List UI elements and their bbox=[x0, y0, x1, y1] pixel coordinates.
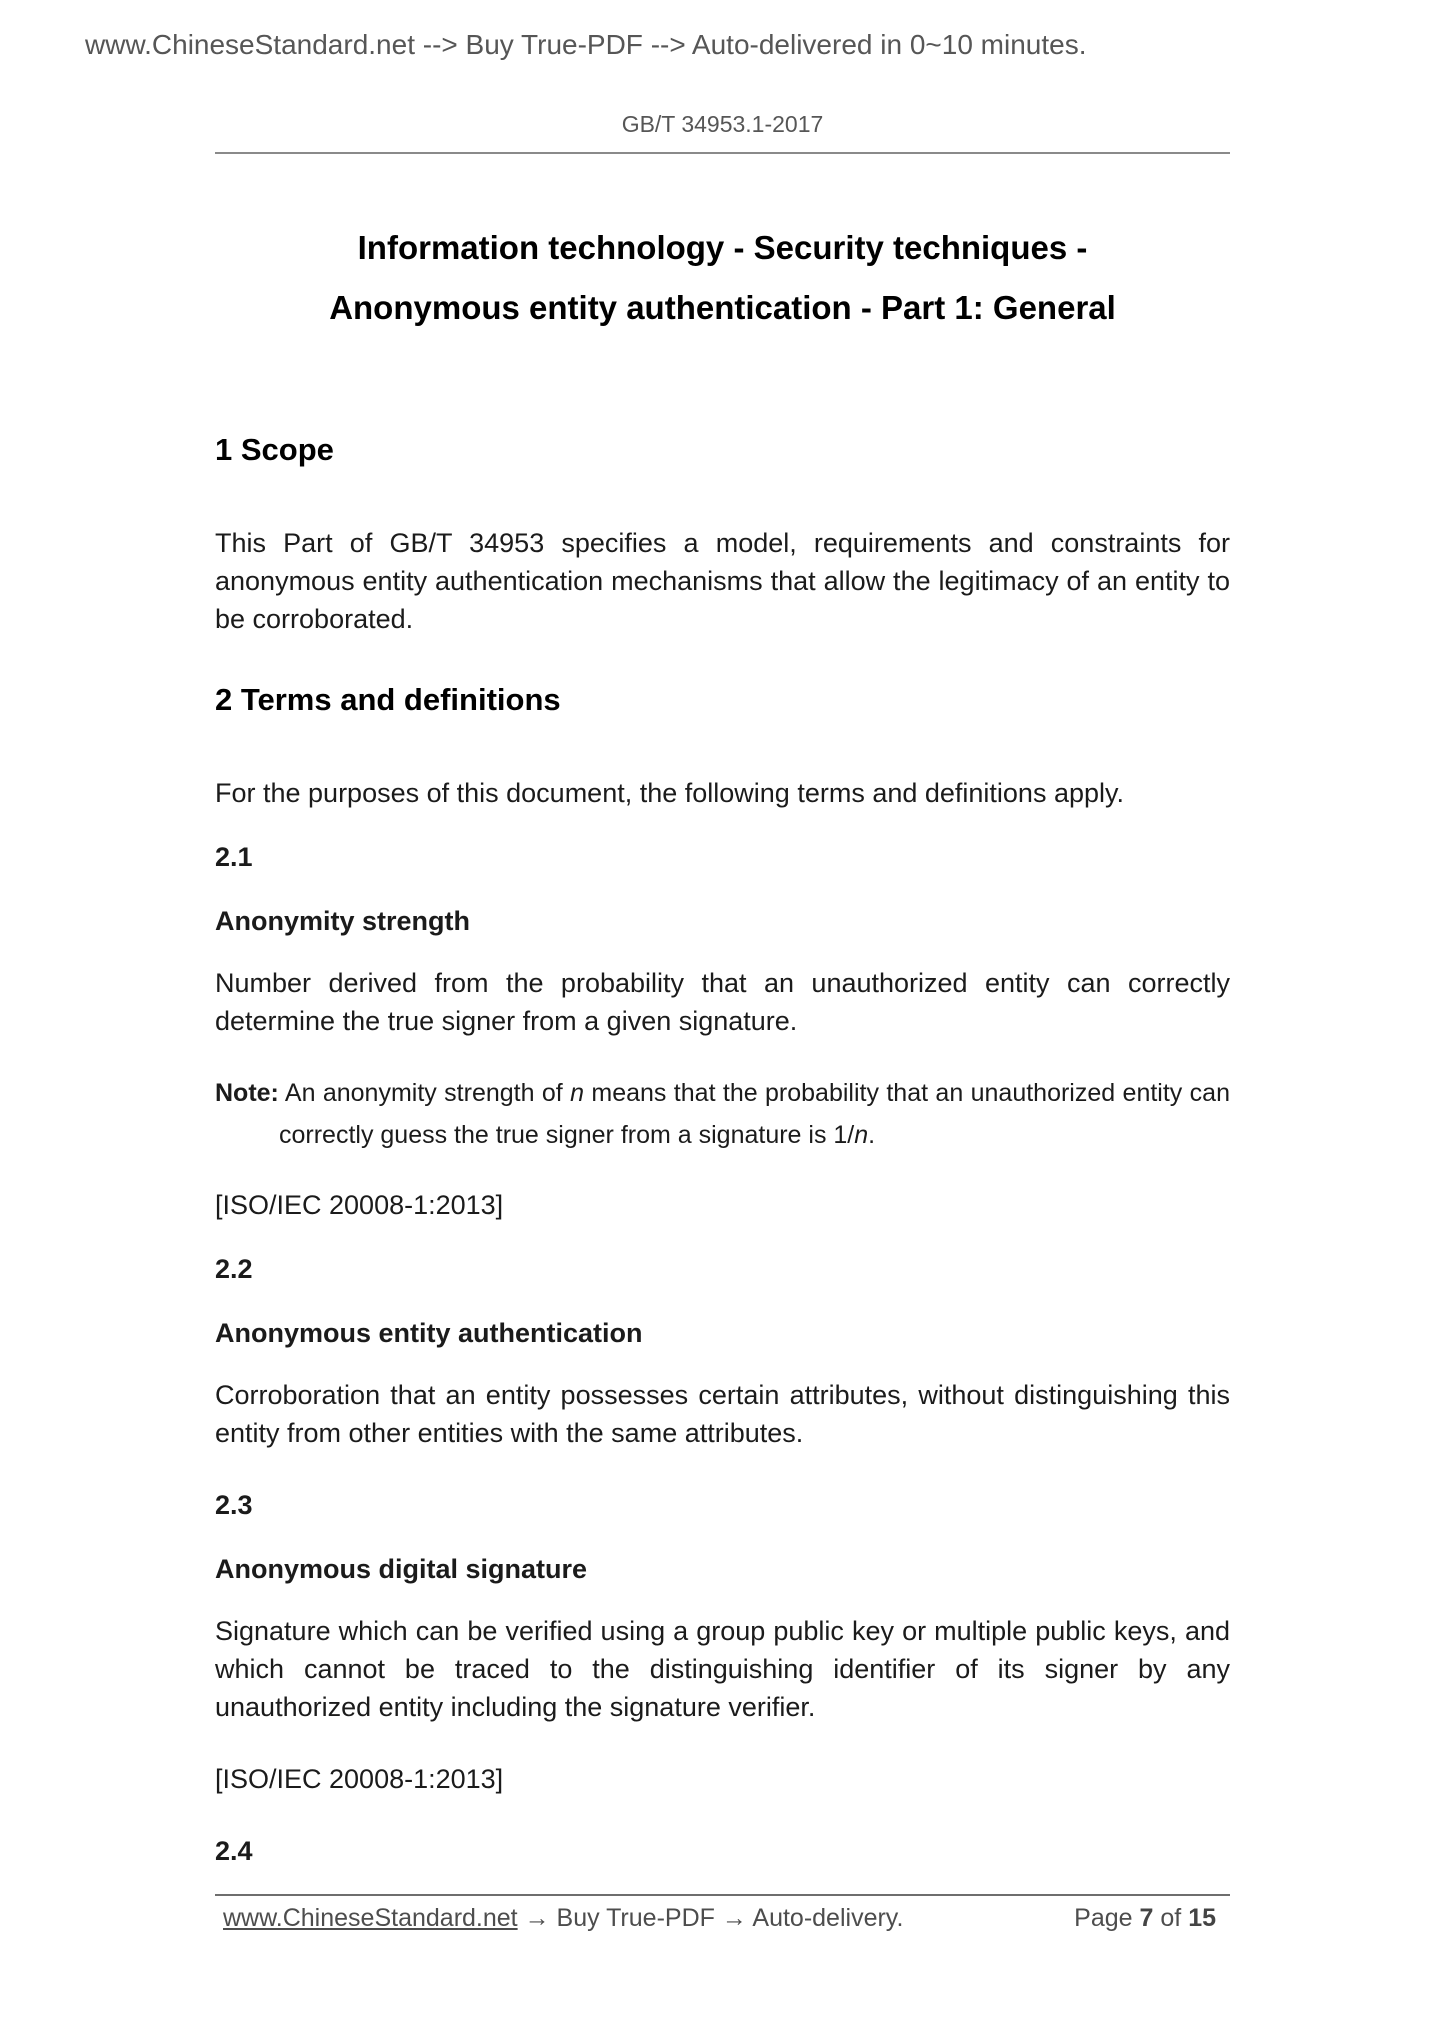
note-variable-n-1: n bbox=[570, 1079, 585, 1107]
term-definition-2-3: Signature which can be verified using a group public key or multiple public keys, and which cannot be traced to the distinguishing identifier of its signer by any unauthorized entity including the signature verifier. bbox=[215, 1616, 1230, 1722]
scope-paragraph: This Part of GB/T 34953 specifies a model, requirements and constraints for anonymous entity authentication mechanisms that allow the legitimacy of an entity to be corroborated. bbox=[215, 528, 1230, 634]
term-note-2-1 bbox=[215, 1072, 1230, 1156]
term-number-2-1: 2.1 bbox=[215, 842, 253, 872]
page-current: 7 bbox=[1139, 1904, 1154, 1932]
title-line-2: Anonymous entity authentication - Part 1: General bbox=[329, 289, 1116, 326]
term-number-2-2: 2.2 bbox=[215, 1254, 253, 1284]
doc-code: GB/T 34953.1-2017 bbox=[621, 111, 824, 137]
note-text-2: means that the probability that an unauthorized entity can correctly guess the true signer from a signature is 1/ bbox=[279, 1079, 1230, 1149]
document-body bbox=[215, 218, 1230, 1870]
page-total: 15 bbox=[1188, 1904, 1216, 1932]
terms-intro: For the purposes of this document, the following terms and definitions apply. bbox=[215, 778, 1124, 808]
term-source-2-3: [ISO/IEC 20008-1:2013] bbox=[215, 1764, 504, 1794]
section-terms-heading: 2 Terms and definitions bbox=[215, 682, 561, 717]
promo-banner: www.ChineseStandard.net --> Buy True-PDF --> Auto-delivered in 0~10 minutes. bbox=[85, 29, 1087, 60]
note-label: Note: bbox=[215, 1079, 279, 1107]
term-number-2-4: 2.4 bbox=[215, 1836, 253, 1866]
page-of-label: of bbox=[1160, 1904, 1182, 1932]
footer-promo bbox=[223, 1904, 903, 1933]
document-title bbox=[215, 218, 1230, 338]
term-definition-2-1: Number derived from the probability that an unauthorized entity can correctly determine the true signer from a given signature. bbox=[215, 968, 1230, 1036]
note-text-1: An anonymity strength of bbox=[278, 1079, 571, 1107]
header-divider bbox=[215, 152, 1230, 154]
page-label: Page bbox=[1074, 1904, 1133, 1932]
term-source-2-1: [ISO/IEC 20008-1:2013] bbox=[215, 1190, 504, 1220]
term-name-2-3: Anonymous digital signature bbox=[215, 1554, 588, 1584]
term-name-2-1: Anonymity strength bbox=[215, 906, 471, 936]
note-variable-n-2: n bbox=[854, 1121, 869, 1149]
note-text-3: . bbox=[868, 1121, 876, 1149]
term-definition-2-2: Corroboration that an entity possesses certain attributes, without distinguishing this entity from other entities with the same attributes. bbox=[215, 1380, 1230, 1448]
title-line-1: Information technology - Security techniques - bbox=[357, 229, 1088, 266]
footer-promo-tail: → Buy True-PDF → Auto-delivery. bbox=[517, 1904, 904, 1932]
page-footer bbox=[215, 1894, 1230, 1933]
term-name-2-2: Anonymous entity authentication bbox=[215, 1318, 643, 1348]
footer-divider bbox=[215, 1894, 1230, 1896]
term-number-2-3: 2.3 bbox=[215, 1490, 253, 1520]
section-scope-heading: 1 Scope bbox=[215, 432, 334, 467]
footer-site-link[interactable]: www.ChineseStandard.net bbox=[223, 1904, 518, 1932]
page-indicator bbox=[1074, 1904, 1216, 1933]
